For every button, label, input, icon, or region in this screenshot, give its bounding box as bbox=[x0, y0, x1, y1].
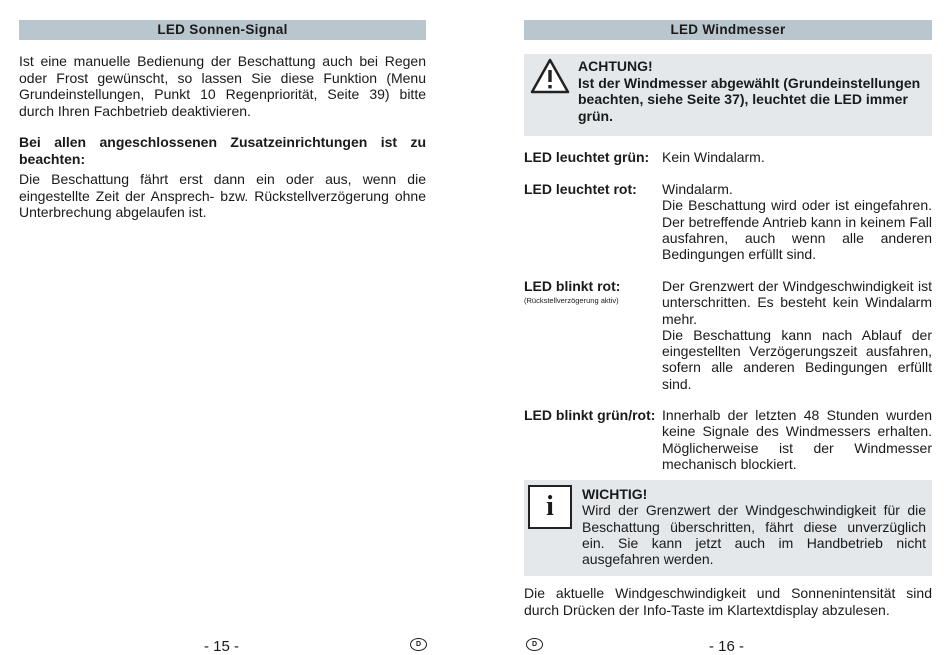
info-icon: i bbox=[528, 485, 572, 529]
led-state-label: LED leuchtet grün: bbox=[524, 149, 650, 165]
bold-heading-note: Bei allen angeschlossenen Zusatzeinrichtungen ist zu beachten: bbox=[19, 134, 426, 167]
page-number: - 15 - bbox=[204, 638, 240, 655]
paragraph-info-key: Die aktuelle Windgeschwindigkeit und Sonnenintensität sind durch Drücken der Info-Taste im Klartextdisplay abzulesen. bbox=[524, 585, 932, 618]
info-body: Wird der Grenzwert der Windgeschwindigkeit für die Beschattung überschritten, fährt diese unverzüglich ein. Sie kann jetzt auch im Handbetrieb nicht ausgefahren werden. bbox=[582, 502, 926, 568]
warning-heading: ACHTUNG! bbox=[578, 58, 653, 74]
language-badge-icon: D bbox=[526, 638, 543, 651]
warning-box bbox=[524, 54, 932, 136]
info-text bbox=[582, 486, 926, 567]
led-state-label: LED leuchtet rot: bbox=[524, 181, 637, 197]
info-heading: WICHTIG! bbox=[582, 486, 648, 502]
led-state-description: Kein Windalarm. bbox=[662, 149, 765, 165]
info-box bbox=[524, 480, 932, 576]
page-number: - 16 - bbox=[709, 638, 745, 655]
warning-text bbox=[578, 58, 924, 124]
led-state-description: Innerhalb der letzten 48 Stunden wurden keine Signale des Windmessers erhalten. Möglicherweise ist der Windmesser mechanisch blockiert. bbox=[662, 407, 932, 472]
paragraph-manual-operation: Ist eine manuelle Bedienung der Beschattung auch bei Regen oder Frost gewünscht, so lassen Sie diese Funktion (Menu Grundeinstellungen, Punkt 10 Regenpriorität, Seite 39) bitte durch Ihren Fachbetrieb deaktivieren. bbox=[19, 53, 426, 119]
warning-body: Ist der Windmesser abgewählt (Grundeinstellungen beachten, siehe Seite 37), leuchtet die LED immer grün. bbox=[578, 74, 921, 124]
led-state-description: Der Grenzwert der Windgeschwindigkeit ist unterschritten. Es besteht kein Windalarm mehr. Die Beschattung kann nach Ablauf der eingestellten Verzögerungszeit ausfahren, sofern alle anderen Bedingungen erfüllt sind. bbox=[662, 278, 932, 392]
led-state-label: LED blinkt rot: bbox=[524, 278, 621, 294]
warning-triangle-icon bbox=[530, 58, 570, 94]
right-page bbox=[524, 0, 932, 655]
section-title-windmesser: LED Windmesser bbox=[524, 20, 932, 40]
led-state-description: Windalarm. Die Beschattung wird oder ist eingefahren. Der betreffende Antrieb kann in keinem Fall ausfahren, auch wenn alle anderen Bedingungen erfüllt sind. bbox=[662, 181, 932, 263]
led-state-sublabel: (Rückstellverzögerung aktiv) bbox=[524, 296, 619, 305]
section-title-sonnen-signal: LED Sonnen-Signal bbox=[19, 20, 426, 40]
led-state-label: LED blinkt grün/rot: bbox=[524, 407, 656, 423]
left-page bbox=[19, 0, 426, 655]
paragraph-delay: Die Beschattung fährt erst dann ein oder aus, wenn die eingestellte Zeit der Ansprech- bzw. Rückstellverzögerung ohne Unterbrechung abgelaufen ist. bbox=[19, 171, 426, 220]
language-badge-icon: D bbox=[410, 638, 427, 651]
